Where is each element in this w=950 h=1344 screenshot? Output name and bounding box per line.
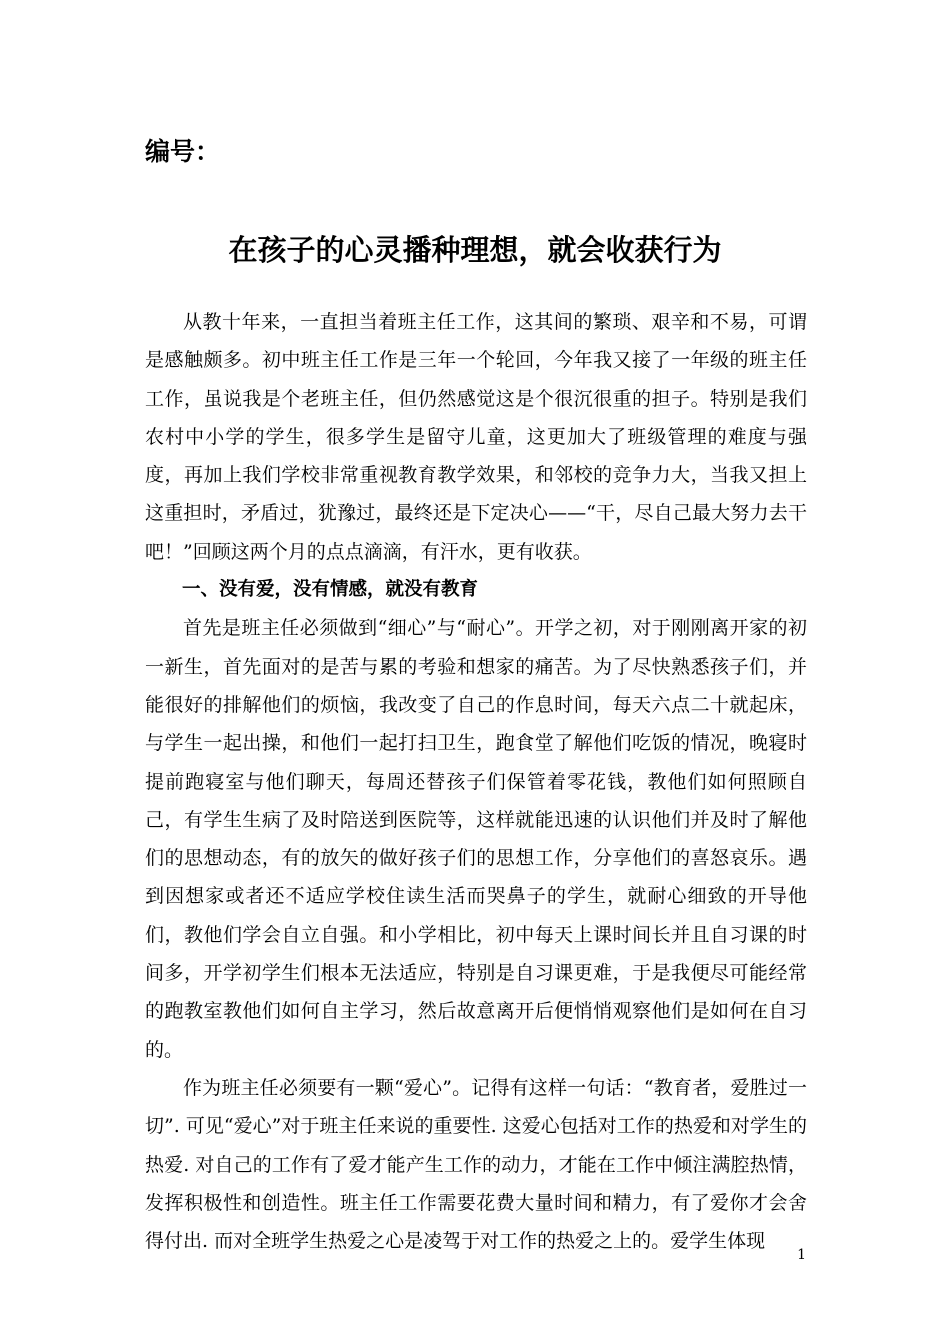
- document-body: [145, 303, 807, 1260]
- section-heading: 一、没有爱，没有情感，就没有教育: [182, 579, 479, 601]
- document-number-label: 编号：: [145, 137, 221, 166]
- paragraph-love: 作为班主任必须要有一颗“爱心”。记得有这样一句话：“教育者，爱胜过一切”. 可见“爱心”对于班主任来说的重要性. 这爱心包括对工作的热爱和对学生的热爱. 对自己的工作有了爱才能产生工作的动力，才能在工作中倾注满腔热情，发挥积极性和创造性。班主任工作需要花费大量时间和精力，有了爱你才会舍得付出. 而对全班学生热爱之心是凌驾于对工作的热爱之上的。爱学生体现: [145, 1076, 807, 1253]
- document-title: 在孩子的心灵播种理想，就会收获行为: [228, 233, 722, 267]
- paragraph-intro: 从教十年来，一直担当着班主任工作，这其间的繁琐、艰辛和不易，可谓是感触颇多。初中班主任工作是三年一个轮回，今年我又接了一年级的班主任工作，虽说我是个老班主任，但仍然感觉这是个很沉很重的担子。特别是我们农村中小学的学生，很多学生是留守儿童，这更加大了班级管理的难度与强度，再加上我们学校非常重视教育教学效果，和邻校的竞争力大，当我又担上这重担时，矛盾过，犹豫过，最终还是下定决心——“干，尽自己最大努力去干吧！”回顾这两个月的点点滴滴，有汗水，更有收获。: [145, 311, 807, 563]
- page-number: 1: [797, 1247, 806, 1263]
- paragraph-care-patience: 首先是班主任必须做到“细心”与“耐心”。开学之初，对于刚刚离开家的初一新生，首先面对的是苦与累的考验和想家的痛苦。为了尽快熟悉孩子们，并能很好的排解他们的烦恼，我改变了自己的作息时间，每天六点二十就起床，与学生一起出操，和他们一起打扫卫生，跑食堂了解他们吃饭的情况，晚寝时提前跑寝室与他们聊天，每周还替孩子们保管着零花钱，教他们如何照顾自己，有学生生病了及时陪送到医院等，这样就能迅速的认识他们并及时了解他们的思想动态，有的放矢的做好孩子们的思想工作，分享他们的喜怒哀乐。遇到因想家或者还不适应学校住读生活而哭鼻子的学生，就耐心细致的开导他们，教他们学会自立自强。和小学相比，初中每天上课时间长并且自习课的时间多，开学初学生们根本无法适应，特别是自习课更难，于是我便尽可能经常的跑教室教他们如何自主学习，然后故意离开后便悄悄观察他们是如何在自习的。: [145, 617, 807, 1061]
